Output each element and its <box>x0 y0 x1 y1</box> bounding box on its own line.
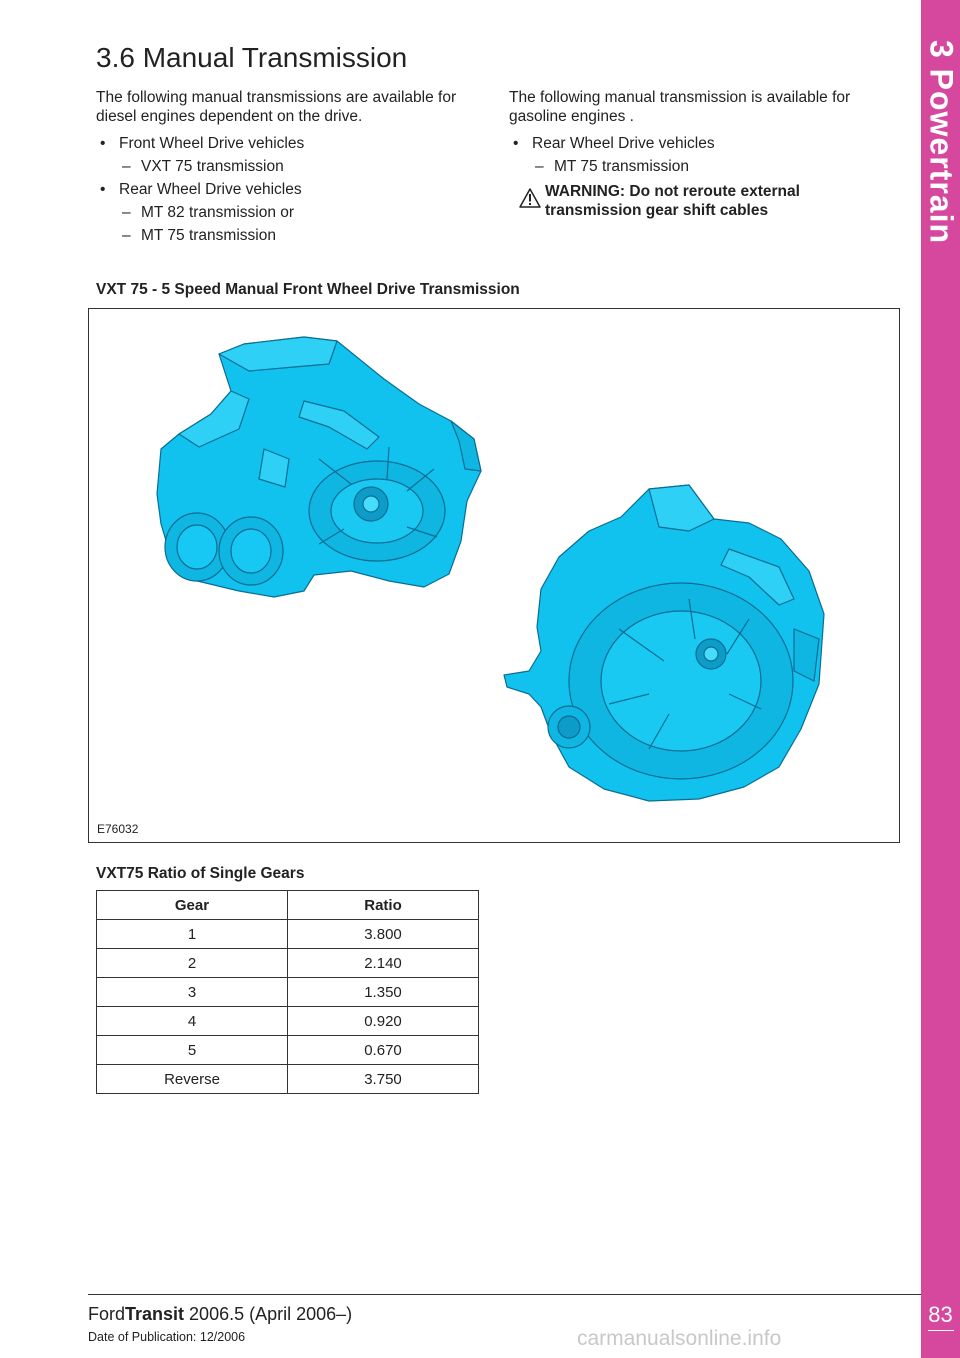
transmission-right <box>504 485 824 801</box>
transmission-left <box>157 337 481 597</box>
right-column <box>509 88 894 220</box>
table-row <box>97 920 479 949</box>
list-item: – MT 82 transmission or <box>96 203 481 222</box>
brand-prefix: Ford <box>88 1304 126 1324</box>
table-row <box>97 1065 479 1094</box>
page-title: 3.6 Manual Transmission <box>96 42 408 73</box>
gear-cell: 3 <box>97 978 288 1007</box>
footer-divider <box>88 1294 921 1295</box>
brand-model: Transit <box>125 1304 185 1324</box>
brand-suffix: 2006.5 (April 2006–) <box>184 1304 353 1324</box>
section-tab[interactable] <box>921 0 960 290</box>
list-item: • Front Wheel Drive vehicles <box>96 134 481 153</box>
figure-id: E76032 <box>97 822 139 836</box>
ratio-cell: 3.800 <box>288 920 479 949</box>
transmission-figure <box>88 308 900 843</box>
left-intro: The following manual transmissions are available for diesel engines dependent on the drive. <box>96 89 457 125</box>
list-item: • Rear Wheel Drive vehicles <box>96 180 481 199</box>
left-column <box>96 88 481 249</box>
watermark: carmanualsonline.info <box>577 1327 782 1350</box>
table-row <box>97 1036 479 1065</box>
left-list <box>96 134 481 245</box>
list-item: – VXT 75 transmission <box>96 157 481 176</box>
warning-note <box>509 182 894 220</box>
transmission-illustration <box>89 309 899 842</box>
ratio-cell: 0.920 <box>288 1007 479 1036</box>
warning-text: WARNING: Do not reroute external transmission gear shift cables <box>545 183 800 219</box>
publication-date: Date of Publication: 12/2006 <box>88 1330 246 1344</box>
page-number: 83 <box>928 1302 953 1327</box>
gear-cell: 1 <box>97 920 288 949</box>
table-header-row <box>97 891 479 920</box>
gear-cell: Reverse <box>97 1065 288 1094</box>
warning-triangle-icon <box>519 188 541 208</box>
list-item: – MT 75 transmission <box>96 226 481 245</box>
column-header-gear: Gear <box>97 891 288 920</box>
ratio-cell: 3.750 <box>288 1065 479 1094</box>
gear-cell: 5 <box>97 1036 288 1065</box>
footer-brand <box>88 1304 352 1325</box>
figure-title: VXT 75 - 5 Speed Manual Front Wheel Drive Transmission <box>96 281 520 298</box>
table-row <box>97 1007 479 1036</box>
ratio-cell: 2.140 <box>288 949 479 978</box>
gear-ratio-table <box>96 890 479 1094</box>
table-row <box>97 978 479 1007</box>
table-title: VXT75 Ratio of Single Gears <box>96 865 305 882</box>
right-list <box>509 134 894 176</box>
list-item: • Rear Wheel Drive vehicles <box>509 134 894 153</box>
gear-cell: 2 <box>97 949 288 978</box>
list-item: – MT 75 transmission <box>509 157 894 176</box>
gear-cell: 4 <box>97 1007 288 1036</box>
column-header-ratio: Ratio <box>288 891 479 920</box>
page-number-divider <box>928 1330 954 1331</box>
right-intro: The following manual transmission is available for gasoline engines . <box>509 89 851 125</box>
ratio-cell: 1.350 <box>288 978 479 1007</box>
table-row <box>97 949 479 978</box>
ratio-cell: 0.670 <box>288 1036 479 1065</box>
section-tab-label: 3 Powertrain <box>923 39 960 245</box>
